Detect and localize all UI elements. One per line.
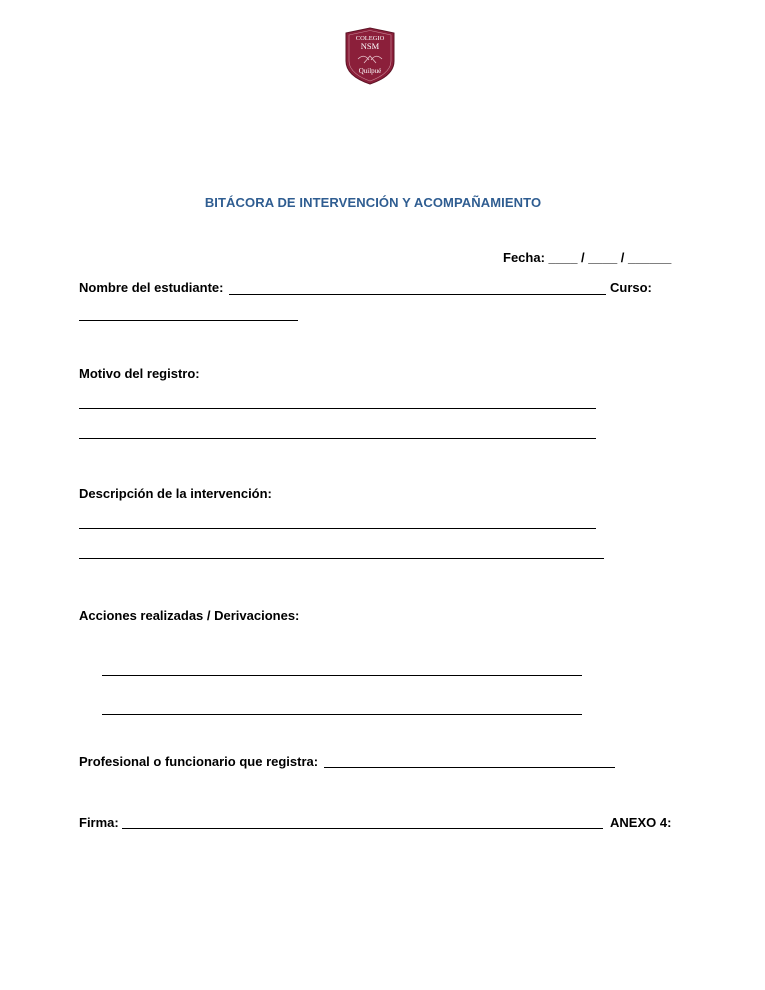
nombre-label: Nombre del estudiante: (79, 280, 224, 295)
profesional-label: Profesional o funcionario que registra: (79, 754, 319, 769)
motivo-line-2[interactable] (79, 438, 596, 439)
acciones-label: Acciones realizadas / Derivaciones: (79, 608, 300, 623)
profesional-line[interactable] (324, 767, 615, 768)
curso-label: Curso: (610, 280, 652, 295)
descripcion-line-2[interactable] (79, 558, 604, 559)
logo-text-colegio: COLEGIO (355, 35, 385, 42)
descripcion-line-1[interactable] (79, 528, 596, 529)
firma-line[interactable] (122, 828, 603, 829)
school-logo (342, 27, 398, 85)
curso-line[interactable] (79, 320, 298, 321)
acciones-line-2[interactable] (102, 714, 582, 715)
logo-text-quilpue: Quilpué (358, 67, 382, 75)
descripcion-label: Descripción de la intervención: (79, 486, 272, 501)
document-title: BITÁCORA DE INTERVENCIÓN Y ACOMPAÑAMIENTO (204, 195, 542, 210)
firma-label: Firma: (79, 815, 119, 830)
nombre-line[interactable] (229, 294, 606, 295)
logo-text-nsm: NSM (360, 41, 380, 51)
motivo-line-1[interactable] (79, 408, 596, 409)
anexo-label: ANEXO 4: (610, 815, 672, 830)
fecha-field[interactable]: Fecha: ____ / ____ / ______ (503, 250, 672, 265)
motivo-label: Motivo del registro: (79, 366, 200, 381)
acciones-line-1[interactable] (102, 675, 582, 676)
shield-crest-icon (342, 27, 398, 85)
